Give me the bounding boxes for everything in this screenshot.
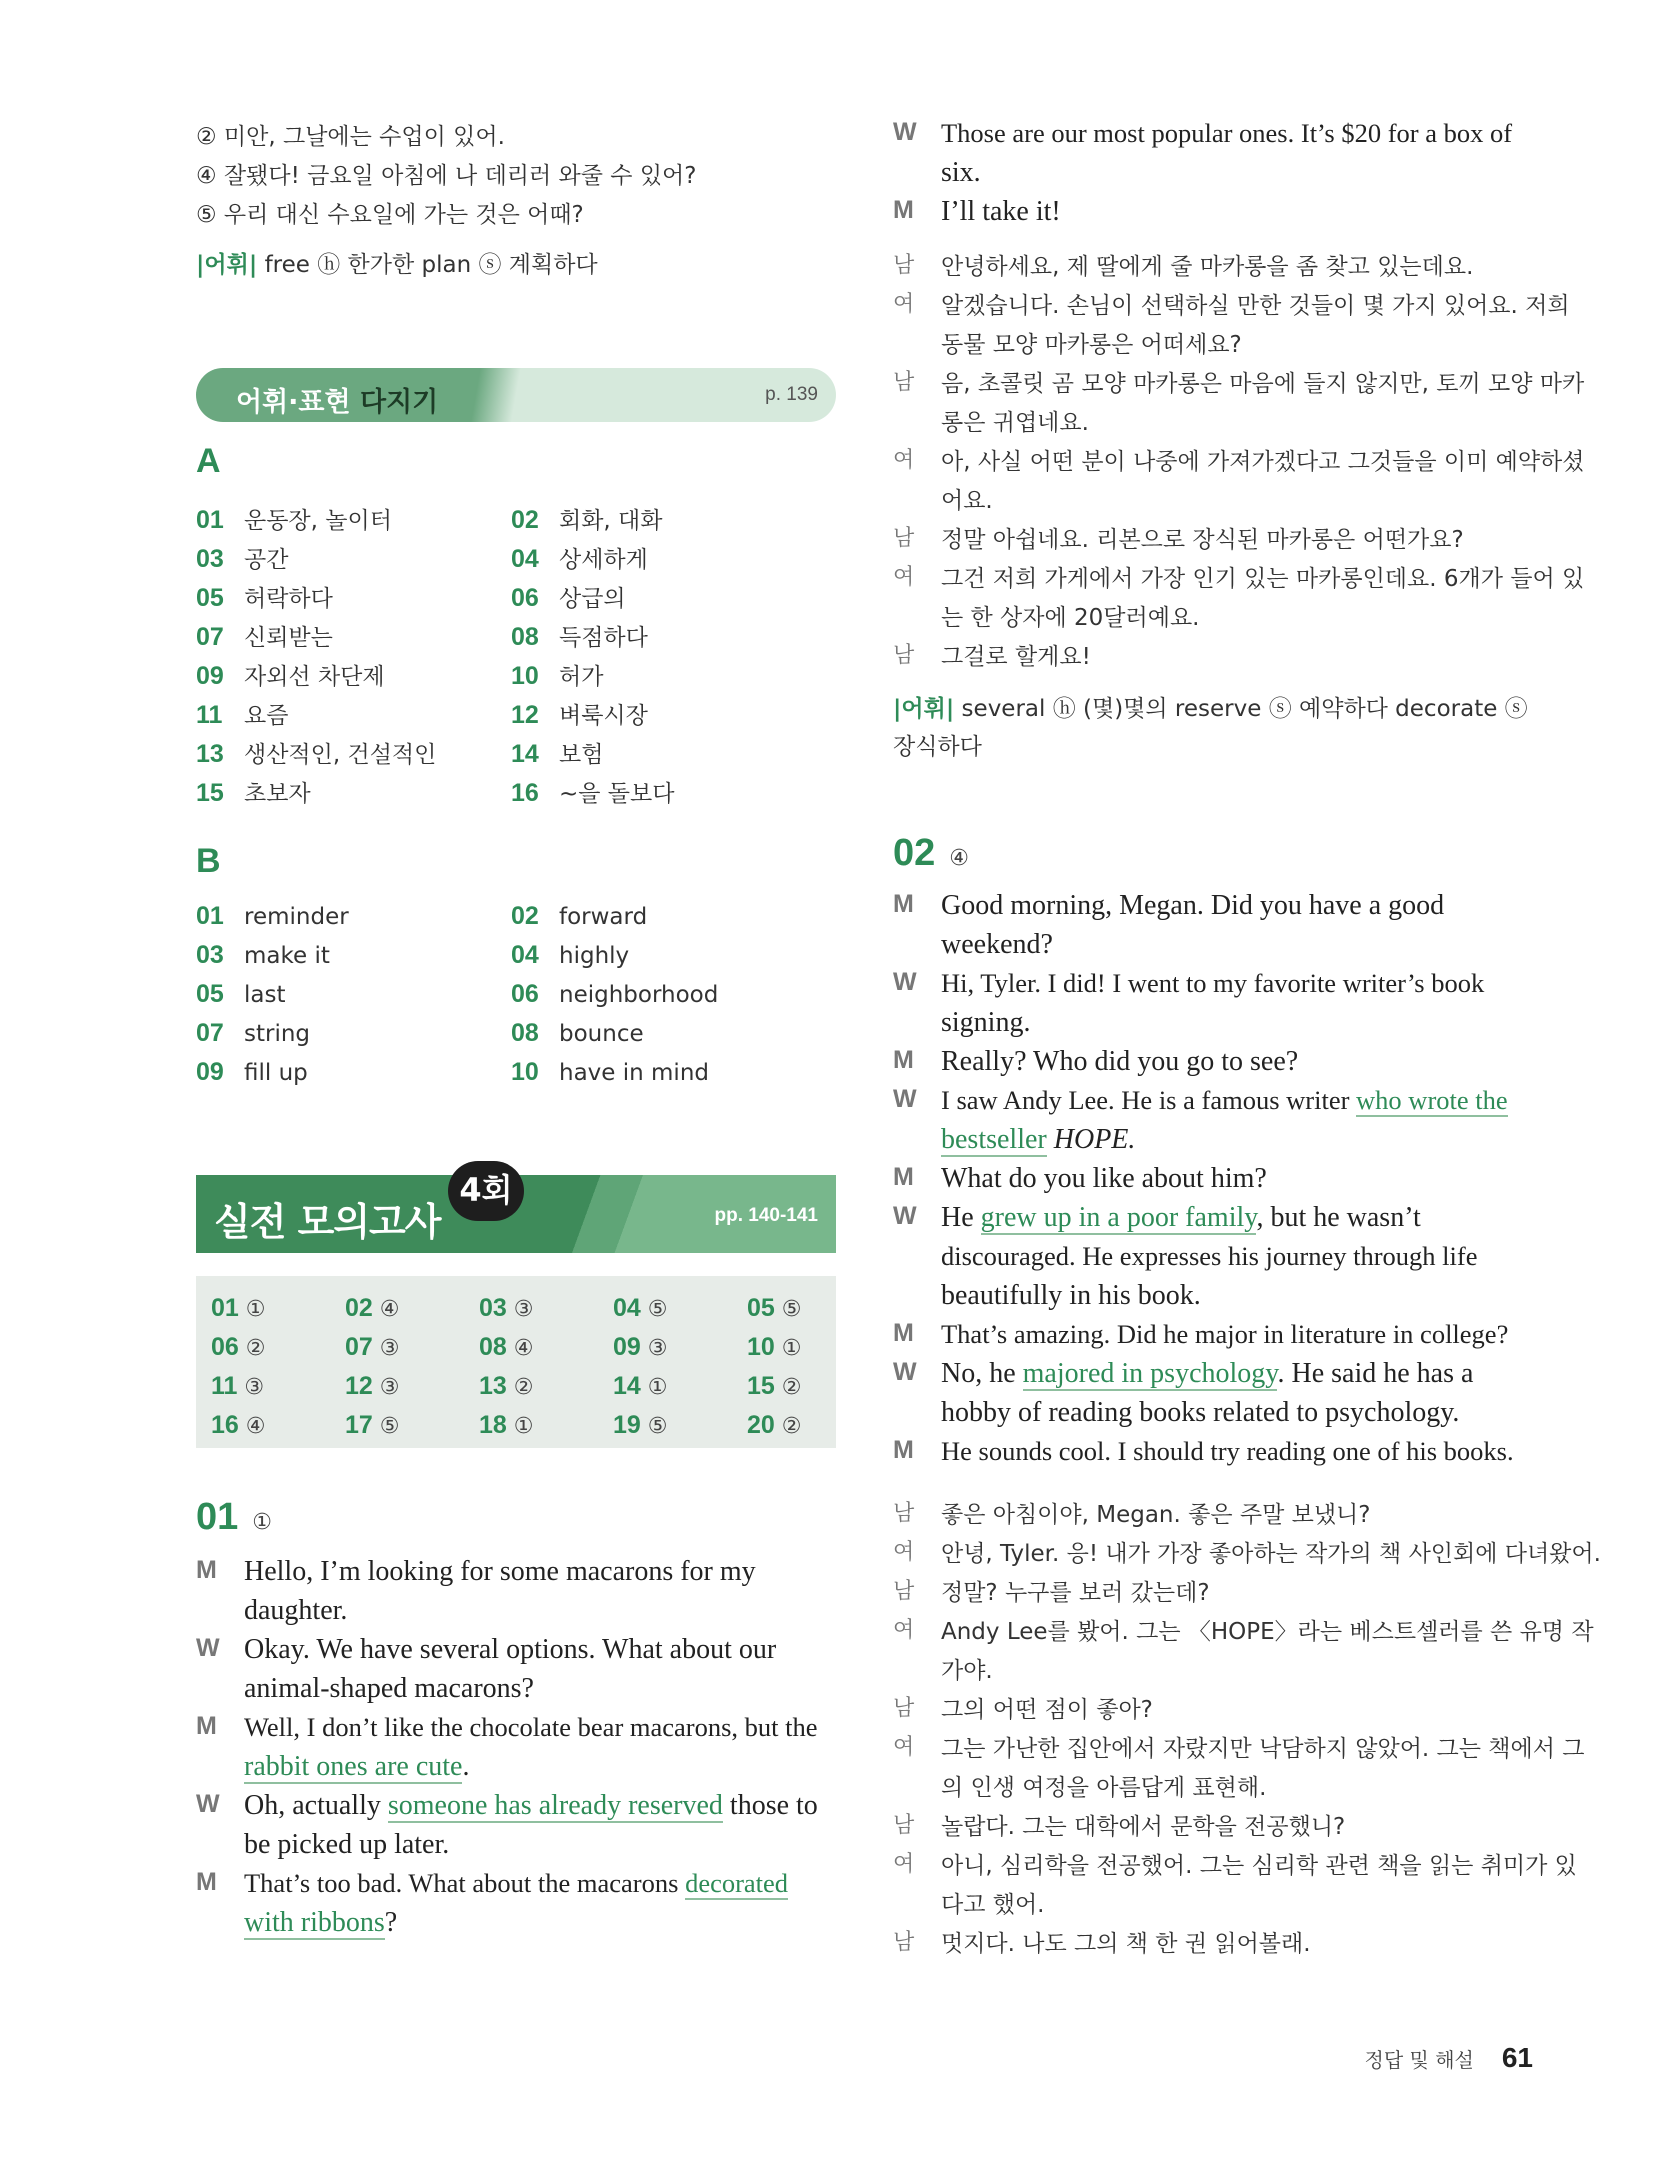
speaker: 남 xyxy=(893,1696,915,1721)
item-text: 자외선 차단제 xyxy=(244,664,385,690)
speaker: W xyxy=(893,1358,917,1386)
vocab-item xyxy=(511,580,626,613)
section-title: 어휘·표현 다지기 xyxy=(236,387,439,418)
item-number: 13 xyxy=(196,740,224,768)
answer-choice: ② xyxy=(513,1375,534,1400)
item-number: 02 xyxy=(511,506,539,534)
speaker: W xyxy=(196,1634,220,1662)
dialog-line: bestseller HOPE. xyxy=(941,1124,1136,1155)
vocab-item xyxy=(196,658,385,691)
answer-choice: ⑤ xyxy=(647,1297,668,1322)
answer-number: 02 xyxy=(345,1294,373,1322)
item-number: 09 xyxy=(196,662,224,690)
vocab-line xyxy=(196,246,598,279)
answer-number: 12 xyxy=(345,1372,373,1400)
item-number: 05 xyxy=(196,980,224,1008)
translation-text: 아니, 심리학을 전공했어. 그는 심리학 관련 책을 읽는 취미가 있 xyxy=(941,1853,1577,1879)
translation-text: 알겠습니다. 손님이 선택하실 만한 것들이 몇 가지 있어요. 저희 xyxy=(941,293,1570,319)
item-text: 공간 xyxy=(244,547,289,573)
item-text: 허가 xyxy=(559,664,604,690)
answer-choice: ① xyxy=(513,1414,534,1439)
answer-item xyxy=(613,1294,668,1323)
translation-text: 그는 가난한 집안에서 자랐지만 낙담하지 않았어. 그는 책에서 그 xyxy=(941,1736,1585,1762)
answer-item xyxy=(211,1411,266,1440)
translation-text: 멋지다. 나도 그의 책 한 권 읽어볼래. xyxy=(941,1931,1311,1957)
item-number: 10 xyxy=(511,662,539,690)
speaker: M xyxy=(893,1163,914,1191)
dialog-line: weekend? xyxy=(941,929,1053,960)
item-text: string xyxy=(244,1021,311,1047)
item-number: 07 xyxy=(196,623,224,651)
answer-number: 16 xyxy=(211,1411,239,1439)
speaker: 남 xyxy=(893,526,915,551)
item-text: ~을 돌보다 xyxy=(559,781,675,807)
vocab-item xyxy=(196,1058,308,1087)
question-answer: ① xyxy=(252,1510,273,1535)
dialog-line: Okay. We have several options. What about our xyxy=(244,1634,777,1665)
translation-text: Andy Lee를 봤어. 그는 〈HOPE〉라는 베스트셀러를 쓴 유명 작 xyxy=(941,1619,1594,1645)
speaker: 여 xyxy=(893,565,915,590)
part-label-a: A xyxy=(196,442,221,480)
answer-item xyxy=(479,1333,534,1362)
vocab-item xyxy=(511,775,674,808)
answer-number: 09 xyxy=(613,1333,641,1361)
answer-item xyxy=(211,1294,266,1323)
item-number: 15 xyxy=(196,779,224,807)
speaker: 남 xyxy=(893,643,915,668)
answer-item xyxy=(211,1372,264,1401)
speaker: W xyxy=(196,1790,220,1818)
item-text: 회화, 대화 xyxy=(559,508,663,534)
section-header-vocab xyxy=(196,368,836,422)
item-number: 11 xyxy=(196,701,223,729)
vocab-item xyxy=(511,1058,709,1087)
item-text: fill up xyxy=(244,1060,308,1086)
translation-text: 어요. xyxy=(941,488,993,514)
answer-item xyxy=(747,1372,802,1401)
item-number: 01 xyxy=(196,506,224,534)
dialog-line: rabbit ones are cute. xyxy=(244,1751,470,1782)
item-text: 득점하다 xyxy=(559,625,648,651)
answer-number: 07 xyxy=(345,1333,373,1361)
answer-item xyxy=(345,1294,400,1323)
item-text: 신뢰받는 xyxy=(244,625,333,651)
vocab-item xyxy=(196,980,286,1009)
mock-test-pages: pp. 140-141 xyxy=(714,1205,818,1226)
item-text: bounce xyxy=(559,1021,644,1047)
item-number: 14 xyxy=(511,740,539,768)
speaker: M xyxy=(196,1556,217,1584)
translation-text: 그걸로 할게요! xyxy=(941,644,1091,670)
answer-number: 17 xyxy=(345,1411,373,1439)
vocab-item xyxy=(196,775,311,808)
item-text: 운동장, 놀이터 xyxy=(244,508,392,534)
answer-item xyxy=(613,1372,668,1401)
vocab-item xyxy=(511,541,648,574)
answer-number: 10 xyxy=(747,1333,775,1361)
vocab-item xyxy=(511,658,603,691)
intro-line: ② 미안, 그날에는 수업이 있어. xyxy=(196,124,505,150)
answer-number: 08 xyxy=(479,1333,507,1361)
answer-item xyxy=(613,1411,668,1440)
vocab-item xyxy=(196,502,392,535)
item-number: 08 xyxy=(511,623,539,651)
item-number: 07 xyxy=(196,1019,224,1047)
speaker: M xyxy=(196,1868,217,1896)
vocab-item xyxy=(196,1019,310,1048)
item-text: highly xyxy=(559,943,630,969)
vocab-item xyxy=(196,541,288,574)
dialog-line: Hi, Tyler. I did! I went to my favorite writer’s book xyxy=(941,968,1485,998)
speaker: 남 xyxy=(893,1501,915,1526)
dialog-line: be picked up later. xyxy=(244,1829,450,1860)
answer-number: 18 xyxy=(479,1411,507,1439)
item-number: 04 xyxy=(511,545,539,573)
item-text: last xyxy=(244,982,286,1008)
vocab-label: |어휘| xyxy=(196,252,258,278)
speaker: 남 xyxy=(893,1930,915,1955)
translation-text: 는 한 상자에 20달러예요. xyxy=(941,605,1200,631)
question-number: 02 xyxy=(893,832,936,874)
answer-item xyxy=(613,1333,668,1362)
speaker: 남 xyxy=(893,1579,915,1604)
speaker: M xyxy=(893,890,914,918)
question-answer: ④ xyxy=(949,846,970,871)
answer-item xyxy=(479,1372,534,1401)
footer-label: 정답 및 해설 xyxy=(1364,2048,1474,2072)
vocab-item xyxy=(511,980,718,1009)
vocab-item xyxy=(196,902,349,931)
speaker: W xyxy=(893,1085,917,1113)
dialog-line: He sounds cool. I should try reading one of his books. xyxy=(941,1436,1514,1466)
answer-choice: ② xyxy=(781,1414,802,1439)
vocab-line xyxy=(893,690,1528,723)
vocab-item xyxy=(511,941,629,970)
vocab-item xyxy=(511,697,648,730)
dialog-line: Oh, actually someone has already reserved those to xyxy=(244,1790,818,1821)
vocab-text: several ⓗ (몇)몇의 reserve ⓢ 예약하다 decorate ⓢ xyxy=(954,696,1528,722)
vocab-item xyxy=(511,502,663,535)
speaker: M xyxy=(893,1319,914,1347)
section-page-ref: p. 139 xyxy=(765,384,818,405)
dialog-line: What do you like about him? xyxy=(941,1163,1267,1194)
vocab-label: |어휘| xyxy=(893,696,955,722)
item-number: 01 xyxy=(196,902,224,930)
answer-number: 14 xyxy=(613,1372,641,1400)
speaker: 여 xyxy=(893,1735,915,1760)
answer-choice: ③ xyxy=(513,1297,534,1322)
speaker: M xyxy=(893,1046,914,1074)
answer-item xyxy=(479,1294,534,1323)
answer-number: 13 xyxy=(479,1372,507,1400)
answer-choice: ④ xyxy=(245,1414,266,1439)
mock-test-badge: 4회 xyxy=(448,1161,524,1221)
speaker: 여 xyxy=(893,1540,915,1565)
dialog-line: discouraged. He expresses his journey through life xyxy=(941,1241,1478,1271)
item-text: 생산적인, 건설적인 xyxy=(244,742,437,768)
answer-item xyxy=(345,1372,400,1401)
item-number: 12 xyxy=(511,701,539,729)
answer-item xyxy=(345,1333,400,1362)
answer-number: 06 xyxy=(211,1333,239,1361)
translation-text: 다고 했어. xyxy=(941,1892,1045,1918)
answer-choice: ⑤ xyxy=(379,1414,400,1439)
answer-choice: ② xyxy=(781,1375,802,1400)
speaker: W xyxy=(893,1202,917,1230)
translation-text: 정말 아쉽네요. 리본으로 장식된 마카롱은 어떤가요? xyxy=(941,527,1464,553)
translation-text: 동물 모양 마카롱은 어떠세요? xyxy=(941,332,1242,358)
answer-number: 19 xyxy=(613,1411,641,1439)
dialog-line: Good morning, Megan. Did you have a good xyxy=(941,890,1445,921)
translation-text: 아, 사실 어떤 분이 나중에 가져가겠다고 그것들을 이미 예약하셨 xyxy=(941,449,1585,475)
dialog-line: animal-shaped macarons? xyxy=(244,1673,534,1704)
item-text: 초보자 xyxy=(244,781,311,807)
answer-number: 04 xyxy=(613,1294,641,1322)
mock-test-title: 실전 모의고사 xyxy=(214,1200,441,1244)
dialog-line: with ribbons? xyxy=(244,1907,398,1938)
item-text: forward xyxy=(559,904,648,930)
dialog-line: That’s amazing. Did he major in literature in college? xyxy=(941,1319,1509,1349)
answer-number: 01 xyxy=(211,1294,239,1322)
item-number: 03 xyxy=(196,941,224,969)
speaker: 여 xyxy=(893,1852,915,1877)
item-text: have in mind xyxy=(559,1060,709,1086)
item-text: 상세하게 xyxy=(559,547,648,573)
answer-item xyxy=(747,1411,802,1440)
speaker: M xyxy=(893,1436,914,1464)
part-label-b: B xyxy=(196,842,221,880)
speaker: 남 xyxy=(893,370,915,395)
answer-choice: ① xyxy=(245,1297,266,1322)
dialog-line: Really? Who did you go to see? xyxy=(941,1046,1299,1077)
answer-item xyxy=(747,1333,802,1362)
answer-number: 20 xyxy=(747,1411,775,1439)
answer-item xyxy=(747,1294,802,1323)
dialog-line: That’s too bad. What about the macarons decorated xyxy=(244,1868,789,1898)
speaker: M xyxy=(893,196,914,224)
answer-choice: ① xyxy=(647,1375,668,1400)
answer-item xyxy=(479,1411,534,1440)
mock-test-header xyxy=(196,1171,836,1253)
intro-line: ④ 잘됐다! 금요일 아침에 나 데리러 와줄 수 있어? xyxy=(196,163,697,189)
answer-item xyxy=(211,1333,266,1362)
dialog-line: Well, I don’t like the chocolate bear macarons, but the xyxy=(244,1712,818,1742)
vocab-item xyxy=(511,902,647,931)
answer-choice: ① xyxy=(781,1336,802,1361)
answer-number: 05 xyxy=(747,1294,775,1322)
item-text: reminder xyxy=(244,904,349,930)
vocab-text: free ⓗ 한가한 plan ⓢ 계획하다 xyxy=(264,252,598,278)
item-text: 상급의 xyxy=(559,586,626,612)
vocab-item xyxy=(511,736,603,769)
answer-number: 03 xyxy=(479,1294,507,1322)
speaker: 여 xyxy=(893,292,915,317)
answer-choice: ③ xyxy=(379,1336,400,1361)
speaker: M xyxy=(196,1712,217,1740)
dialog-line: beautifully in his book. xyxy=(941,1280,1201,1311)
speaker: 남 xyxy=(893,253,915,278)
vocab-item xyxy=(196,580,333,613)
item-text: 벼룩시장 xyxy=(559,703,648,729)
dialog-line: hobby of reading books related to psychology. xyxy=(941,1397,1460,1428)
answer-choice: ③ xyxy=(647,1336,668,1361)
translation-text: 안녕하세요, 제 딸에게 줄 마카롱을 좀 찾고 있는데요. xyxy=(941,254,1474,280)
item-number: 09 xyxy=(196,1058,224,1086)
dialog-line: Hello, I’m looking for some macarons for my xyxy=(244,1556,756,1587)
item-number: 03 xyxy=(196,545,224,573)
item-text: 보험 xyxy=(559,742,604,768)
speaker: W xyxy=(893,968,917,996)
dialog-line: He grew up in a poor family, but he wasn’t xyxy=(941,1202,1421,1233)
answer-choice: ④ xyxy=(379,1297,400,1322)
item-number: 10 xyxy=(511,1058,539,1086)
vocab-item xyxy=(511,619,648,652)
translation-text: 의 인생 여정을 아름답게 표현해. xyxy=(941,1775,1267,1801)
dialog-line: six. xyxy=(941,157,981,188)
item-number: 02 xyxy=(511,902,539,930)
dialog-line: Those are our most popular ones. It’s $20 for a box of xyxy=(941,118,1513,148)
dialog-line: No, he majored in psychology. He said he has a xyxy=(941,1358,1474,1389)
answer-choice: ② xyxy=(245,1336,266,1361)
answer-choice: ③ xyxy=(379,1375,400,1400)
dialog-line: I’ll take it! xyxy=(941,196,1061,227)
question-header-02 xyxy=(893,832,969,875)
item-number: 05 xyxy=(196,584,224,612)
answer-item xyxy=(345,1411,400,1440)
item-number: 16 xyxy=(511,779,539,807)
item-text: 요즘 xyxy=(244,703,289,729)
vocab-item xyxy=(196,941,330,970)
speaker: 여 xyxy=(893,1618,915,1643)
item-text: 허락하다 xyxy=(244,586,333,612)
speaker: 남 xyxy=(893,1813,915,1838)
item-text: make it xyxy=(244,943,330,969)
vocab-item xyxy=(196,619,333,652)
translation-text: 음, 초콜릿 곰 모양 마카롱은 마음에 들지 않지만, 토끼 모양 마카 xyxy=(941,371,1585,397)
item-text: neighborhood xyxy=(559,982,719,1008)
question-header-01 xyxy=(196,1496,272,1539)
item-number: 06 xyxy=(511,584,539,612)
page-number: 61 xyxy=(1501,2042,1533,2073)
item-number: 06 xyxy=(511,980,539,1008)
speaker: W xyxy=(893,118,917,146)
dialog-line: I saw Andy Lee. He is a famous writer who wrote the xyxy=(941,1085,1508,1115)
translation-text: 안녕, Tyler. 응! 내가 가장 좋아하는 작가의 책 사인회에 다녀왔어. xyxy=(941,1541,1601,1567)
answer-choice: ⑤ xyxy=(647,1414,668,1439)
answer-grid xyxy=(196,1276,836,1448)
translation-text: 좋은 아침이야, Megan. 좋은 주말 보냈니? xyxy=(941,1502,1371,1528)
answer-number: 11 xyxy=(211,1372,238,1400)
dialog-line: daughter. xyxy=(244,1595,348,1626)
question-number: 01 xyxy=(196,1496,239,1538)
intro-line: ⑤ 우리 대신 수요일에 가는 것은 어때? xyxy=(196,202,584,228)
speaker: 여 xyxy=(893,448,915,473)
translation-text: 놀랍다. 그는 대학에서 문학을 전공했니? xyxy=(941,1814,1346,1840)
vocab-item xyxy=(196,697,288,730)
answer-choice: ⑤ xyxy=(781,1297,802,1322)
translation-text: 가야. xyxy=(941,1658,993,1684)
translation-text: 롱은 귀엽네요. xyxy=(941,410,1089,436)
dialog-line: signing. xyxy=(941,1007,1031,1038)
item-number: 04 xyxy=(511,941,539,969)
translation-text: 정말? 누구를 보러 갔는데? xyxy=(941,1580,1210,1606)
translation-text: 그의 어떤 점이 좋아? xyxy=(941,1697,1153,1723)
translation-text: 그건 저희 가게에서 가장 인기 있는 마카롱인데요. 6개가 들어 있 xyxy=(941,566,1585,592)
item-number: 08 xyxy=(511,1019,539,1047)
vocab-item xyxy=(196,736,436,769)
answer-number: 15 xyxy=(747,1372,775,1400)
vocab-item xyxy=(511,1019,644,1048)
answer-choice: ④ xyxy=(513,1336,534,1361)
answer-choice: ③ xyxy=(244,1375,265,1400)
page-footer xyxy=(1365,2042,1533,2074)
vocab-line-cont: 장식하다 xyxy=(893,734,982,760)
